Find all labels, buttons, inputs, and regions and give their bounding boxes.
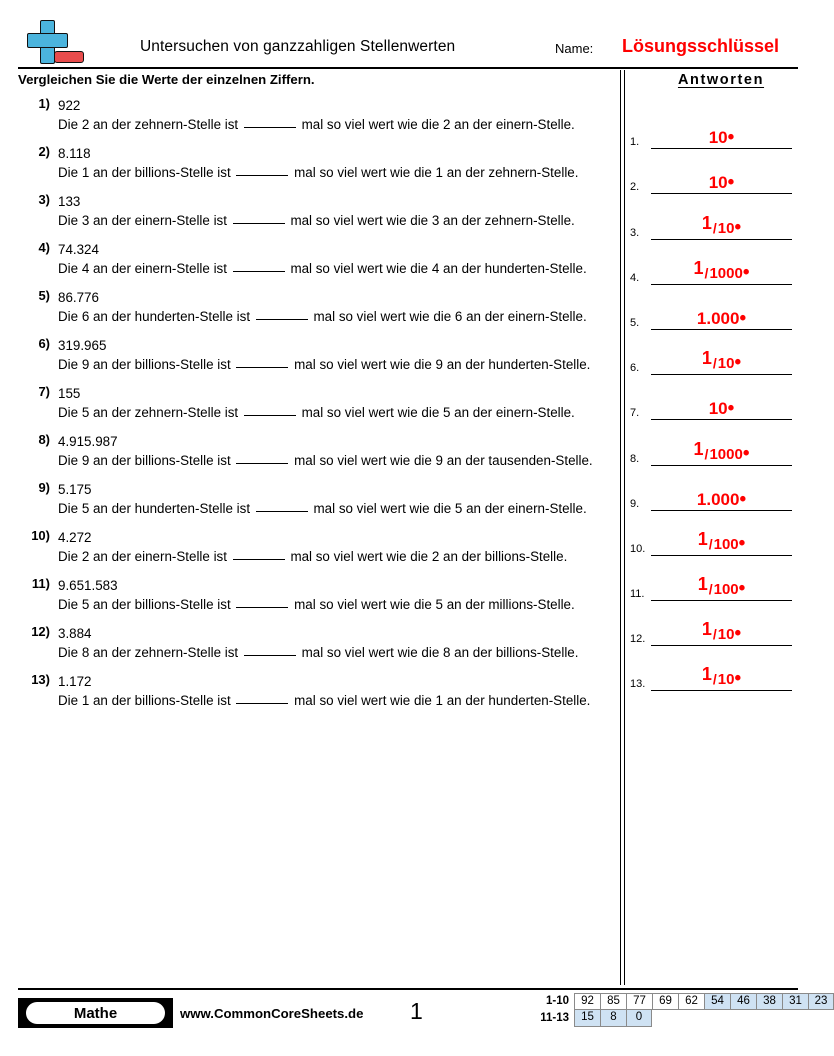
answer-value (651, 576, 792, 598)
problem-prompt (58, 499, 613, 518)
problem-prompt (58, 355, 613, 374)
minus-icon (54, 51, 84, 63)
header-divider-rule (18, 67, 798, 69)
answer-row (630, 375, 808, 420)
multiplication-dot: • (738, 532, 746, 554)
answer-blank[interactable] (244, 127, 296, 128)
prompt-text-before: Die 5 an der zehnern-Stelle ist (58, 405, 239, 420)
answer-row (630, 194, 808, 239)
answer-value (651, 212, 792, 238)
footer-divider-rule (18, 988, 798, 990)
prompt-text-before: Die 5 an der billions-Stelle ist (58, 597, 231, 612)
problem-number: 8) (38, 432, 50, 447)
score-cell: 54 (704, 993, 730, 1010)
fraction-numerator: 1 (701, 619, 712, 640)
problem-value: 86.776 (58, 290, 99, 305)
fraction-numerator: 1 (701, 348, 712, 369)
answer-key-column (630, 104, 808, 691)
multiplication-dot: • (734, 216, 742, 238)
fraction-denominator: 1000 (709, 445, 743, 463)
problem-item (18, 96, 613, 134)
answer-blank[interactable] (233, 223, 285, 224)
answer-row (630, 149, 808, 194)
problem-item (18, 336, 613, 374)
answer-blank[interactable] (244, 655, 296, 656)
answer-value (651, 398, 792, 420)
answer-number: 3. (630, 226, 640, 239)
answer-whole-number: 1.000 (696, 489, 740, 509)
fraction-slash: / (712, 355, 717, 372)
fraction-slash: / (712, 671, 717, 688)
problem-number: 11) (31, 576, 50, 591)
multiplication-dot: • (742, 442, 750, 464)
problem-prompt (58, 115, 613, 134)
answers-column-heading: Antworten (677, 72, 765, 88)
answer-number: 2. (630, 181, 640, 194)
problem-prompt (58, 307, 613, 326)
answer-value (651, 257, 792, 283)
prompt-text-before: Die 1 an der billions-Stelle ist (58, 693, 231, 708)
answer-blank[interactable] (256, 319, 308, 320)
fraction-denominator: 10 (717, 626, 735, 644)
answer-rule-line (651, 690, 792, 691)
column-divider (620, 70, 625, 985)
score-grid (530, 993, 834, 1027)
problem-prompt (58, 595, 613, 614)
score-cell: 8 (600, 1010, 626, 1027)
fraction-slash: / (704, 264, 709, 281)
prompt-text-after: mal so viel wert wie die 8 an der billions-Stelle. (301, 645, 579, 660)
answer-row (630, 330, 808, 375)
prompt-text-before: Die 3 an der einern-Stelle ist (58, 213, 227, 228)
answer-value (651, 528, 792, 554)
answer-whole-number: 10 (708, 399, 728, 419)
page-number: 1 (410, 998, 423, 1024)
prompt-text-after: mal so viel wert wie die 2 an der billions-Stelle. (290, 549, 568, 564)
answer-number: 11. (630, 588, 645, 601)
answer-row (630, 285, 808, 330)
score-cell: 23 (808, 993, 834, 1010)
site-url: www.CommonCoreSheets.de (180, 1006, 364, 1021)
answer-number: 13. (630, 678, 646, 691)
problem-number: 4) (38, 240, 50, 255)
problem-item (18, 528, 613, 566)
prompt-text-before: Die 1 an der billions-Stelle ist (58, 165, 231, 180)
subject-badge-label: Mathe (26, 1002, 165, 1024)
answer-row (630, 466, 808, 511)
problem-item (18, 576, 613, 614)
problem-prompt (58, 259, 613, 278)
problem-value: 133 (58, 194, 81, 209)
problem-value: 74.324 (58, 242, 99, 257)
answer-value (651, 127, 792, 149)
problem-number: 9) (38, 480, 50, 495)
prompt-text-after: mal so viel wert wie die 5 an der einern-Stelle. (313, 501, 587, 516)
problem-number: 7) (38, 384, 50, 399)
fraction-slash: / (712, 626, 717, 643)
answer-blank[interactable] (236, 175, 288, 176)
prompt-text-before: Die 6 an der hunderten-Stelle ist (58, 309, 251, 324)
prompt-text-after: mal so viel wert wie die 5 an der einern-Stelle. (301, 405, 575, 420)
answer-value (651, 621, 792, 643)
problem-item (18, 432, 613, 470)
score-cell: 62 (678, 993, 704, 1010)
answer-value (651, 350, 792, 372)
answer-row (630, 511, 808, 556)
problem-prompt (58, 403, 613, 422)
score-cell-group (574, 993, 834, 1010)
answer-whole-number: 1.000 (696, 308, 740, 328)
answer-whole-number: 10 (708, 128, 728, 148)
problem-item (18, 144, 613, 182)
problem-item (18, 240, 613, 278)
problem-value: 319.965 (58, 338, 107, 353)
answer-row (630, 104, 808, 149)
fraction-denominator: 10 (717, 355, 735, 373)
multiplication-dot: • (739, 307, 747, 329)
fraction-slash: / (708, 535, 713, 552)
answer-blank[interactable] (236, 463, 288, 464)
problem-list (18, 96, 613, 720)
answer-blank[interactable] (236, 607, 288, 608)
answer-number: 6. (630, 362, 640, 375)
prompt-text-after: mal so viel wert wie die 1 an der zehnern-Stelle. (294, 165, 579, 180)
answer-row (630, 601, 808, 646)
answer-number: 4. (630, 271, 640, 284)
score-grid-row (530, 993, 834, 1010)
problem-item (18, 288, 613, 326)
prompt-text-after: mal so viel wert wie die 2 an der einern-Stelle. (301, 117, 575, 132)
prompt-text-before: Die 2 an der zehnern-Stelle ist (58, 117, 239, 132)
multiplication-dot: • (727, 398, 735, 420)
problem-prompt (58, 547, 613, 566)
problem-value: 1.172 (58, 674, 92, 689)
score-cell: 85 (600, 993, 626, 1010)
problem-prompt (58, 211, 613, 230)
problem-item (18, 384, 613, 422)
multiplication-dot: • (742, 261, 750, 283)
score-cell: 0 (626, 1010, 652, 1027)
score-range-label: 1-10 (545, 995, 569, 1007)
answer-blank[interactable] (256, 511, 308, 512)
problem-number: 5) (38, 288, 50, 303)
problem-item (18, 192, 613, 230)
fraction-denominator: 10 (717, 671, 735, 689)
answer-value (651, 438, 792, 464)
problem-value: 5.175 (58, 482, 92, 497)
fraction-numerator: 1 (693, 257, 704, 278)
answer-row (630, 420, 808, 465)
score-cell: 31 (782, 993, 808, 1010)
answer-blank[interactable] (244, 415, 296, 416)
problem-value: 8.118 (58, 146, 91, 161)
prompt-text-after: mal so viel wert wie die 4 an der hunderten-Stelle. (290, 261, 587, 276)
prompt-text-after: mal so viel wert wie die 6 an der einern-Stelle. (313, 309, 587, 324)
answer-number: 8. (630, 452, 640, 465)
answer-blank[interactable] (233, 271, 285, 272)
instructions-text: Vergleichen Sie die Werte der einzelnen Ziffern. (18, 72, 315, 87)
prompt-text-before: Die 2 an der einern-Stelle ist (58, 549, 227, 564)
problem-prompt (58, 643, 613, 662)
multiplication-dot: • (734, 668, 742, 690)
problem-item (18, 480, 613, 518)
score-cell: 69 (652, 993, 678, 1010)
prompt-text-after: mal so viel wert wie die 3 an der zehnern-Stelle. (290, 213, 575, 228)
problem-number: 12) (31, 624, 50, 639)
problem-value: 4.915.987 (58, 434, 118, 449)
answer-value (651, 307, 792, 329)
score-cell: 46 (730, 993, 756, 1010)
fraction-denominator: 1000 (709, 264, 743, 282)
answer-value (651, 666, 792, 688)
problem-number: 2) (38, 144, 50, 159)
problem-value: 155 (58, 386, 81, 401)
answer-key-badge: Lösungsschlüssel (622, 36, 780, 56)
multiplication-dot: • (734, 352, 742, 374)
fraction-numerator: 1 (693, 438, 704, 459)
answer-number: 5. (630, 316, 640, 329)
prompt-text-after: mal so viel wert wie die 1 an der hunderten-Stelle. (294, 693, 591, 708)
fraction-numerator: 1 (697, 574, 708, 595)
problem-number: 10) (31, 528, 50, 543)
name-label: Name: (555, 41, 594, 56)
problem-value: 4.272 (58, 530, 92, 545)
fraction-denominator: 100 (713, 535, 739, 553)
problem-item (18, 624, 613, 662)
prompt-text-after: mal so viel wert wie die 9 an der hunderten-Stelle. (294, 357, 591, 372)
problem-number: 13) (31, 672, 50, 687)
score-cell: 92 (574, 993, 600, 1010)
problem-value: 922 (58, 98, 81, 113)
answer-whole-number: 10 (708, 173, 728, 193)
multiplication-dot: • (727, 172, 735, 194)
answer-number: 1. (630, 136, 640, 149)
fraction-slash: / (704, 445, 709, 462)
problem-value: 9.651.583 (58, 578, 118, 593)
score-cell: 77 (626, 993, 652, 1010)
prompt-text-after: mal so viel wert wie die 5 an der millions-Stelle. (294, 597, 575, 612)
score-range-label: 11-13 (540, 1012, 569, 1024)
prompt-text-after: mal so viel wert wie die 9 an der tausenden-Stelle. (294, 453, 593, 468)
page-title: Untersuchen von ganzzahligen Stellenwerten (140, 38, 456, 55)
prompt-text-before: Die 4 an der einern-Stelle ist (58, 261, 227, 276)
prompt-text-before: Die 9 an der billions-Stelle ist (58, 453, 231, 468)
answer-number: 9. (630, 497, 640, 510)
fraction-numerator: 1 (701, 212, 712, 233)
score-cell: 38 (756, 993, 782, 1010)
answer-number: 12. (630, 633, 646, 646)
problem-value: 3.884 (58, 626, 92, 641)
multiplication-dot: • (727, 127, 735, 149)
answer-row (630, 556, 808, 601)
problem-item (18, 672, 613, 710)
problem-prompt (58, 691, 613, 710)
plus-icon-center-fill (42, 35, 53, 46)
fraction-slash: / (708, 581, 713, 598)
problem-number: 3) (38, 192, 50, 207)
answer-row (630, 646, 808, 691)
fraction-numerator: 1 (697, 528, 708, 549)
commoncoresheets-logo (18, 18, 88, 66)
multiplication-dot: • (739, 488, 747, 510)
answer-value (651, 172, 792, 194)
fraction-denominator: 10 (717, 219, 735, 237)
problem-number: 1) (38, 96, 50, 111)
score-cell-group (574, 1010, 652, 1027)
answer-number: 10. (630, 542, 646, 555)
answer-row (630, 240, 808, 285)
problem-number: 6) (38, 336, 50, 351)
answer-blank[interactable] (233, 559, 285, 560)
answer-value (651, 488, 792, 510)
score-cell: 15 (574, 1010, 600, 1027)
answer-number: 7. (630, 407, 640, 420)
prompt-text-before: Die 9 an der billions-Stelle ist (58, 357, 231, 372)
fraction-slash: / (712, 219, 717, 236)
fraction-numerator: 1 (701, 664, 712, 685)
answer-blank[interactable] (236, 367, 288, 368)
problem-prompt (58, 451, 613, 470)
fraction-denominator: 100 (713, 581, 739, 599)
score-grid-row (530, 1010, 834, 1027)
prompt-text-before: Die 5 an der hunderten-Stelle ist (58, 501, 251, 516)
problem-prompt (58, 163, 613, 182)
multiplication-dot: • (734, 623, 742, 645)
prompt-text-before: Die 8 an der zehnern-Stelle ist (58, 645, 239, 660)
subject-badge (18, 998, 173, 1028)
answer-blank[interactable] (236, 703, 288, 704)
multiplication-dot: • (738, 578, 746, 600)
page-header (0, 0, 816, 68)
